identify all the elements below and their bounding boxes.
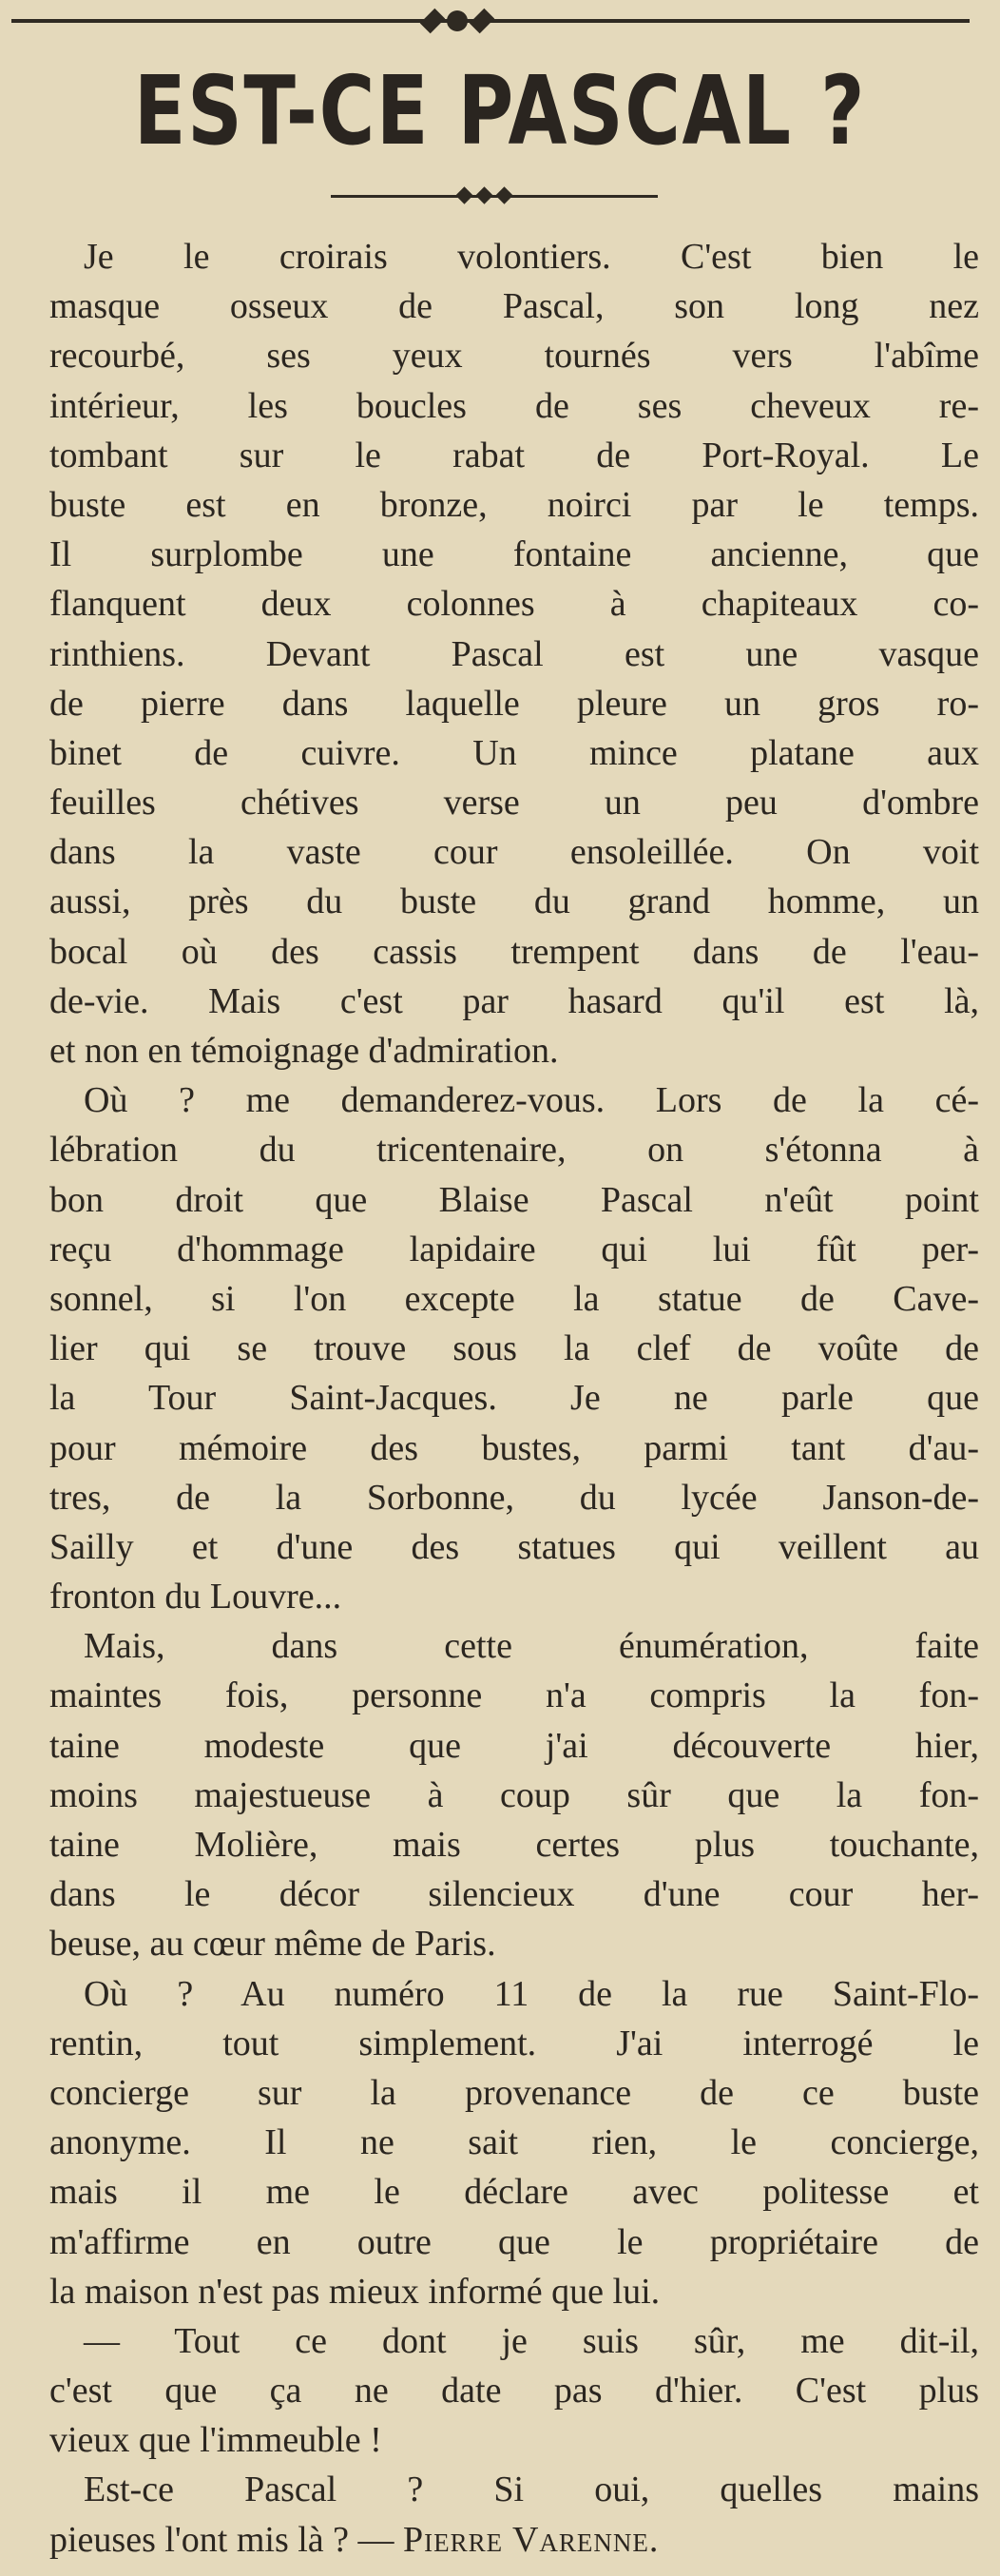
text-line [49,1671,979,1720]
line-text: maintes fois, personne n'a compris la fon- [49,1675,979,1716]
top-ornament [422,10,492,31]
text-line [49,579,979,629]
line-text: lier qui se trouve sous la clef de voûte de [49,1328,979,1369]
text-line [49,281,979,331]
line-text: binet de cuivre. Un mince platane aux [49,732,979,773]
line-text: fronton du Louvre... [49,1577,342,1617]
text-line [49,2019,979,2068]
text-line [49,381,979,431]
diamond-ornament-icon [475,186,492,203]
text-line [49,2366,979,2415]
text-line [49,1969,979,2019]
text-line [49,728,979,778]
text-line [49,1771,979,1820]
line-text: taine modeste que j'ai découverte hier, [49,1725,979,1766]
text-line [49,2415,979,2465]
line-text: buste est en bronze, noirci par le temps. [49,484,979,525]
text-line [49,2465,979,2514]
text-line [49,1621,979,1671]
text-line [49,480,979,530]
line-text: vieux que l'immeuble ! [49,2420,382,2461]
text-line [49,530,979,579]
article-body [49,232,979,2565]
text-line [49,431,979,480]
text-line [49,2218,979,2267]
line-text: la maison n'est pas mieux informé que lui. [49,2271,661,2312]
text-line [49,2515,979,2565]
line-text: masque osseux de Pascal, son long nez [49,286,979,327]
line-text: anonyme. Il ne sait rien, le concierge, [49,2122,979,2163]
line-text: Il surplombe une fontaine ancienne, que [49,534,979,575]
text-line [49,1125,979,1174]
text-line [49,2267,979,2316]
line-text: m'affirme en outre que le propriétaire de [49,2221,979,2262]
line-text: dans la vaste cour ensoleillée. On voit [49,832,979,873]
diamond-ornament-icon [455,186,472,203]
text-line [49,2068,979,2118]
line-text: pieuses l'ont mis là ? — [49,2519,394,2560]
line-text: Sailly et d'une des statues qui veillent au [49,1526,979,1567]
line-text: Mais, dans cette énumération, faite [84,1626,979,1667]
text-line [49,877,979,926]
text-line [49,1274,979,1324]
line-text: intérieur, les boucles de ses cheveux re- [49,385,979,426]
line-text: c'est que ça ne date pas d'hier. C'est plus [49,2371,979,2411]
line-text: beuse, au cœur même de Paris. [49,1924,496,1965]
line-text: aussi, près du buste du grand homme, un [49,881,979,922]
text-line [49,1175,979,1225]
text-line [49,1522,979,1572]
line-text: la Tour Saint-Jacques. Je ne parle que [49,1378,979,1419]
line-text: sonnel, si l'on excepte la statue de Cave- [49,1278,979,1319]
line-text: dans le décor silencieux d'une cour her- [49,1874,979,1915]
text-line [49,1225,979,1274]
line-text: feuilles chétives verse un peu d'ombre [49,783,979,823]
line-text: reçu d'hommage lapidaire qui lui fût per- [49,1229,979,1269]
text-line [49,679,979,728]
text-line [49,2167,979,2217]
text-line [49,1820,979,1869]
title-ornament [458,189,510,202]
line-text: flanquent deux colonnes à chapiteaux co- [49,584,979,625]
circle-ornament-icon [447,10,468,31]
line-text: mais il me le déclare avec politesse et [49,2172,979,2213]
text-line [49,1572,979,1621]
text-line [49,1919,979,1968]
text-line [49,1373,979,1423]
text-line [49,629,979,679]
text-line [49,1473,979,1522]
text-line [49,927,979,977]
line-text: bon droit que Blaise Pascal n'eût point [49,1179,979,1220]
text-line [49,2118,979,2167]
diamond-ornament-icon [420,9,445,33]
text-line [49,1026,979,1075]
line-text: recourbé, ses yeux tournés vers l'abîme [49,336,979,377]
text-line [49,2316,979,2366]
line-text: lébration du tricentenaire, on s'étonna à [49,1130,979,1171]
text-line [49,1424,979,1473]
text-line [49,1324,979,1373]
line-text: pour mémoire des bustes, parmi tant d'au- [49,1427,979,1468]
diamond-ornament-icon [470,9,494,33]
line-text: rinthiens. Devant Pascal est une vasque [49,633,979,674]
line-text: taine Molière, mais certes plus touchante, [49,1825,979,1865]
text-line [49,1721,979,1771]
line-text: de pierre dans laquelle pleure un gros ro- [49,683,979,724]
text-line [49,977,979,1026]
article-title: EST-CE PASCAL ? [133,55,867,166]
line-text: Est-ce Pascal ? Si oui, quelles mains [84,2469,979,2510]
line-text: Où ? Au numéro 11 de la rue Saint-Flo- [84,1973,979,2014]
line-text: concierge sur la provenance de ce buste [49,2072,979,2113]
line-text: Où ? me demanderez-vous. Lors de la cé- [84,1080,979,1121]
line-text: et non en témoignage d'admiration. [49,1031,559,1071]
line-text: — Tout ce dont je suis sûr, me dit-il, [84,2320,979,2361]
line-text: tombant sur le rabat de Port-Royal. Le [49,435,979,475]
text-line [49,1075,979,1125]
diamond-ornament-icon [495,186,512,203]
text-line [49,331,979,380]
text-line [49,827,979,877]
line-text: tres, de la Sorbonne, du lycée Janson-de- [49,1477,979,1518]
line-text: de-vie. Mais c'est par hasard qu'il est là, [49,980,979,1021]
text-line [49,1869,979,1919]
line-text: Je le croirais volontiers. C'est bien le [84,237,979,277]
line-text: rentin, tout simplement. J'ai interrogé le [49,2023,979,2063]
line-text: moins majestueuse à coup sûr que la fon- [49,1774,979,1815]
author-signature: Pierre Varenne. [403,2519,660,2560]
text-line [49,778,979,827]
text-line [49,232,979,281]
line-text: bocal où des cassis trempent dans de l'eau- [49,931,979,972]
